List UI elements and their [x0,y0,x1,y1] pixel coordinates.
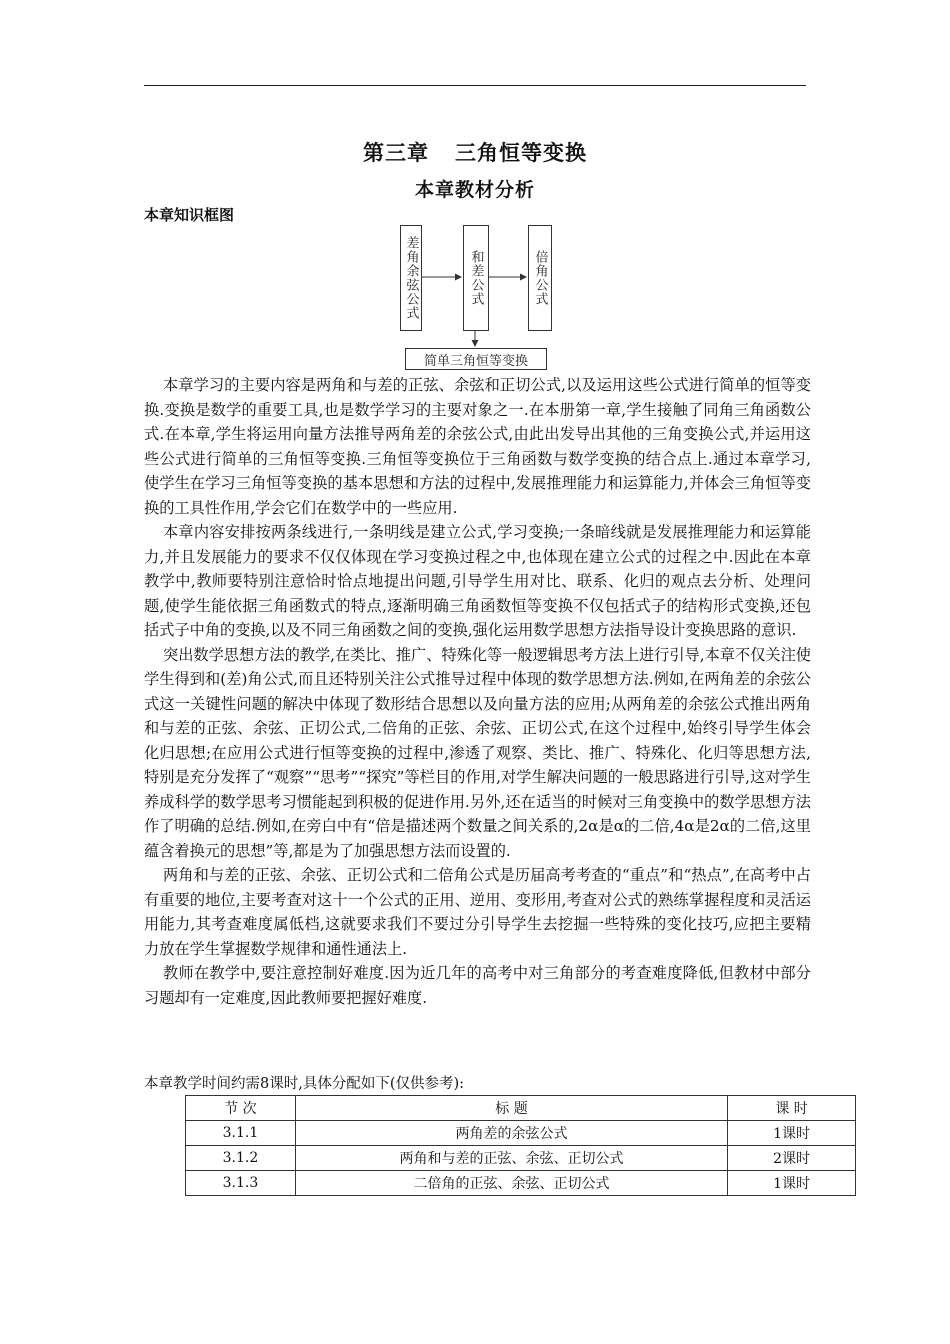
cell-section: 3.1.3 [186,1171,296,1196]
paragraph: 教师在教学中,要注意控制好难度.因为近几年的高考中对三角部分的考查难度降低,但教材中部分习题却有一定难度,因此教师要把握好难度. [144,964,811,1007]
chapter-number: 第三章 [363,141,429,165]
cell-hours: 1课时 [728,1121,856,1146]
paragraph: 本章学习的主要内容是两角和与差的正弦、余弦和正切公式,以及运用这些公式进行简单的恒等变换.变换是数学的重要工具,也是数学学习的主要对象之一.在本册第一章,学生接触了同角三角函数公式.在本章,学生将运用向量方法推导两角差的余弦公式,由此出发导出其他的三角变换公式,并运用这些公式进行简单的三角恒等变换.三角恒等变换位于三角函数与数学变换的结合点上.通过本章学习,使学生在学习三角恒等变换的基本思想和方法的过程中,发展推理能力和运算能力,并体会三角恒等变换的工具性作用,学会它们在数学中的一些应用. [144,376,811,517]
cell-title: 两角和与差的正弦、余弦、正切公式 [295,1146,727,1171]
schedule-intro: 本章教学时间约需8课时,具体分配如下(仅供参考): [144,1076,465,1092]
chapter-title [0,137,950,167]
table-row [186,1146,856,1171]
knowledge-framework-diagram [395,220,555,375]
chapter-name: 三角恒等变换 [455,141,587,165]
table-row [186,1121,856,1146]
framework-heading: 本章知识框图 [144,206,235,224]
header-title: 标 题 [295,1096,727,1121]
header-hours: 课 时 [728,1096,856,1121]
box-double-angle: 倍角公式 [528,225,552,331]
header-section: 节 次 [186,1096,296,1121]
cell-title: 二倍角的正弦、余弦、正切公式 [295,1171,727,1196]
table-header-row [186,1096,856,1121]
cell-title: 两角差的余弦公式 [295,1121,727,1146]
table-row [186,1171,856,1196]
paragraph: 突出数学思想方法的教学,在类比、推广、特殊化等一般逻辑思考方法上进行引导,本章不仅关注使学生得到和(差)角公式,而且还特别关注公式推导过程中体现的数学思想方法.例如,在两角差的余弦公式这一关键性问题的解决中体现了数形结合思想以及向量方法的应用;从两角差的余弦公式推出两角和与差的正弦、余弦、正切公式,二倍角的正弦、余弦、正切公式,在这个过程中,始终引导学生体会化归思想;在应用公式进行恒等变换的过程中,渗透了观察、类比、推广、特殊化、化归等思想方法,特别是充分发挥了“观察”“思考”“探究”等栏目的作用,对学生解决问题的一般思路进行引导,这对学生养成科学的数学思考习惯能起到积极的促进作用.另外,还在适当的时候对三角变换中的数学思想方法作了明确的总结.例如,在旁白中有“倍是描述两个数量之间关系的,2α是α的二倍,4α是2α的二倍,这里蕴含着换元的思想”等,都是为了加强思想方法而设置的. [144,645,811,860]
paragraph: 两角和与差的正弦、余弦、正切公式和二倍角公式是历届高考考查的“重点”和“热点”,在高考中占有重要的地位,主要考查对这十一个公式的正用、逆用、变形用,考查对公式的熟练掌握程度和灵活运用能力,其考查难度属低档,这就要求我们不要过分引导学生去挖掘一些特殊的变化技巧,应把主要精力放在学生掌握数学规律和通性通法上. [144,866,811,958]
cell-hours: 1课时 [728,1171,856,1196]
schedule-table [185,1095,856,1196]
box-simple-identity: 简单三角恒等变换 [405,348,547,370]
cell-hours: 2课时 [728,1146,856,1171]
box-sum-difference: 和差公式 [463,225,489,331]
cell-section: 3.1.1 [186,1121,296,1146]
box-difference-cosine: 差角余弦公式 [400,225,422,331]
cell-section: 3.1.2 [186,1146,296,1171]
paragraph: 本章内容安排按两条线进行,一条明线是建立公式,学习变换;一条暗线就是发展推理能力和运算能力,并且发展能力的要求不仅仅体现在学习变换过程之中,也体现在建立公式的过程之中.因此在本章教学中,教师要特别注意恰时恰点地提出问题,引导学生用对比、联系、化归的观点去分析、处理问题,使学生能依据三角函数式的特点,逐渐明确三角函数恒等变换不仅包括式子的结构形式变换,还包括式子中角的变换,以及不同三角函数之间的变换,强化运用数学思想方法指导设计变换思路的意识. [144,523,811,639]
section-title: 本章教材分析 [414,179,535,201]
analysis-text [144,373,811,1010]
top-rule [144,85,806,86]
